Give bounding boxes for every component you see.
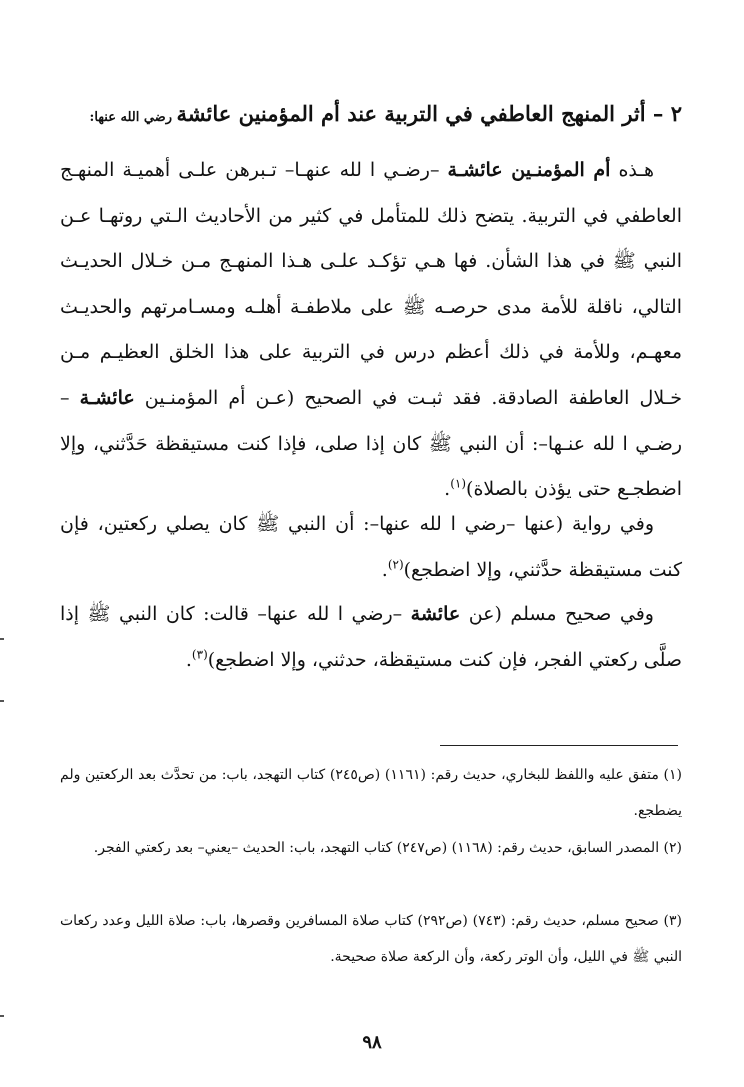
- paragraph-3: [60, 592, 682, 683]
- paragraph-text: وفي صحيح مسلم (عن: [460, 603, 654, 625]
- emphasis-name: أم المؤمنـين عائشـة: [447, 159, 611, 181]
- margin-mark: [0, 700, 4, 702]
- footnote-ref-3[interactable]: (٣): [191, 647, 208, 662]
- footnote-2: (٢) المصدر السابق، حديث رقم: (١١٦٨) (ص٢٤٧) كتاب التهجد، باب: الحديث –يعني– بعد ركعتي الفجر.: [93, 840, 682, 856]
- heading-main: ٢ – أثر المنهج العاطفي في التربية عند أم المؤمنين عائشة: [176, 101, 682, 126]
- section-heading: [60, 94, 682, 138]
- footnote-3: (٣) صحيح مسلم، حديث رقم: (٧٤٣) (ص٢٩٢) كتاب صلاة المسافرين وقصرها، باب: صلاة الليل وعدد ركعات النبي ﷺ في الليل، وأن الوتر ركعة، وأن الركعة صلاة صحيحة.: [60, 913, 682, 965]
- footnote-separator: [440, 745, 678, 746]
- paragraph-text: –رضي ا لله عنها– قالت: كان النبي ﷺ إذا صلَّى ركعتي الفجر، فإن كنت مستيقظة، حدثني، وإلا اضطجع): [60, 603, 682, 671]
- footnote-ref-2[interactable]: (٢): [387, 557, 404, 572]
- emphasis-name: عائشـة: [79, 386, 135, 409]
- sentence-end: .: [444, 478, 451, 501]
- paragraph-text: وفي رواية (عنها –رضي ا لله عنها–: أن النبي ﷺ كان يصلي ركعتين، فإن كنت مستيقظة حدَّثني، وإلا اضطجع): [60, 513, 682, 581]
- emphasis-name: عائشة: [410, 603, 461, 625]
- footnote-1: (١) متفق عليه واللفظ للبخاري، حديث رقم: (١١٦١) (ص٢٤٥) كتاب التهجد، باب: من تحدَّث بعد الركعتين ولم يضطجع.: [60, 767, 683, 819]
- paragraph-text: هـذه: [610, 159, 654, 181]
- paragraph-2: [60, 502, 682, 593]
- sentence-end: .: [185, 648, 192, 671]
- paragraph-text: –رضـي ا لله عنهـا– تـبرهن علـى أهميـة المنهـج العاطفي في التربية. يتضح ذلك للمتأمل في كثير من الأحاديث الـتي روتهـا عـن النبي ﷺ في هذا الشأن. فها هـي تؤكـد علـى هـذا المنهـج مـن خـلال الحديـث التالي، ناقلة للأمة مدى حرصـه ﷺ على ملاطفـة أهلـه ومسـامرتهم والحديـث معهـم، وللأمة في ذلك أعظم درس في التربية على هذا الخلق العظيـم مـن خـلال العاطفة الصادقة. فقد ثبـت في الصحيح (عـن أم المؤمنـين: [60, 159, 682, 409]
- paragraph-1: [60, 148, 682, 513]
- margin-mark: [0, 638, 4, 640]
- paragraph-text: –رضـي ا لله عنـها–: أن النبي ﷺ كان إذا صلى، فإذا كنت مستيقظة حَدَّثني، وإلا اضطجـع حتى يؤذن بالصلاة): [60, 386, 682, 501]
- page-number: ٩٨: [362, 1032, 382, 1053]
- sentence-end: .: [381, 558, 388, 581]
- heading-honorific: رضي الله عنها:: [89, 110, 177, 125]
- margin-mark: [0, 1015, 4, 1017]
- footnote-ref-1[interactable]: (١): [450, 476, 467, 491]
